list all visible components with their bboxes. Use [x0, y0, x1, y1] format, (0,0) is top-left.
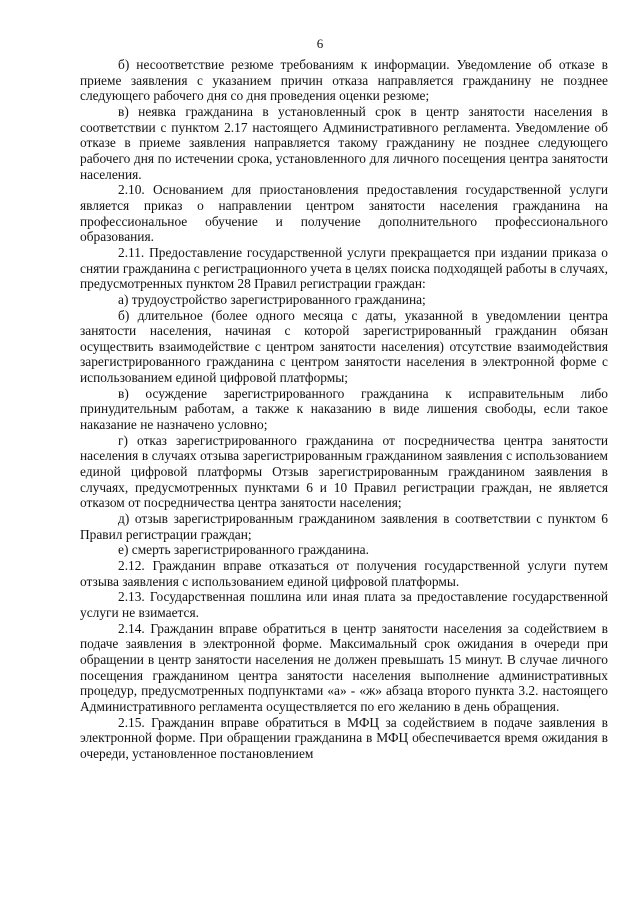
page-number: 6	[316, 36, 324, 51]
paragraph-2-13: 2.13. Государственная пошлина или иная плата за предоставление государственной услуги не взимается.	[80, 589, 608, 620]
paragraph-2-11-v: в) осуждение зарегистрированного гражданина к исправительным либо принудительным работам, а также к наказанию в виде лишения свободы, если такое наказание не назначено условно;	[80, 385, 608, 433]
paragraph-refusal-b: б) несоответствие резюме требованиям к информации. Уведомление об отказе в приеме заявления с указанием причин отказа направляется гражданину не позднее следующего рабочего дня со дня проведения оценки резюме;	[80, 57, 608, 104]
paragraph-2-11-b: б) длительное (более одного месяца с даты, указанной в уведомлении центра занятости населения, начиная с которой зарегистрированный гражданин обязан осуществить взаимодействие с центром занятости населения) отсутствие взаимодействия зарегистрированного гражданина с центром занятости населения в электронной форме с использованием единой цифровой платформы;	[80, 307, 608, 386]
paragraph-2-11: 2.11. Предоставление государственной услуги прекращается при издании приказа о снятии гражданина с регистрационного учета в целях поиска подходящей работы в случаях, предусмотренных пунктом 28 Правил регистрации граждан:	[80, 244, 608, 292]
paragraph-2-14: 2.14. Гражданин вправе обратиться в центр занятости населения за содействием в подаче заявления в электронной форме. Максимальный срок ожидания в очереди при обращении в центр занятости населения не должен превышать 15 минут. В случае личного посещения гражданином центра занятости населения выполнение административных процедур, предусмотренных подпунктами «а» - «ж» абзаца второго пункта 3.2. настоящего Административного регламента осуществляется по его желанию в день обращения.	[80, 620, 608, 714]
paragraph-2-11-a: а) трудоустройство зарегистрированного гражданина;	[118, 291, 426, 307]
paragraph-2-12: 2.12. Гражданин вправе отказаться от получения государственной услуги путем отзыва заявления с использованием единой цифровой платформы.	[80, 558, 608, 589]
paragraph-2-15: 2.15. Гражданин вправе обратиться в МФЦ за содействием в подаче заявления в электронной форме. При обращении гражданина в МФЦ обеспечивается время ожидания в очереди, установленное постановлением	[80, 714, 608, 761]
paragraph-2-11-g: г) отказ зарегистрированного гражданина от посредничества центра занятости населения в случаях отзыва зарегистрированным гражданином заявления с использованием единой цифровой платформы Отзыв зарегистрированным гражданином заявления в случаях, предусмотренных пунктами 6 и 10 Правил регистрации граждан, не является отказом от посредничества центра занятости населения;	[80, 432, 608, 511]
paragraph-2-11-e: е) смерть зарегистрированного гражданина.	[118, 542, 369, 558]
paragraph-2-11-d: д) отзыв зарегистрированным гражданином заявления в соответствии с пунктом 6 Правил регистрации граждан;	[80, 511, 608, 542]
paragraph-refusal-v: в) неявка гражданина в установленный срок в центр занятости населения в соответствии с пунктом 2.17 настоящего Административного регламента. Уведомление об отказе в приеме заявления направляется такому гражданину не позднее следующего рабочего дня по истечении срока, установленного для личного посещения центра занятости населения.	[80, 103, 608, 182]
paragraph-2-10: 2.10. Основанием для приостановления предоставления государственной услуги является приказ о направлении центром занятости населения гражданина на профессиональное обучение и получение дополнительного профессионального образования.	[80, 182, 608, 245]
document-body	[80, 57, 608, 762]
